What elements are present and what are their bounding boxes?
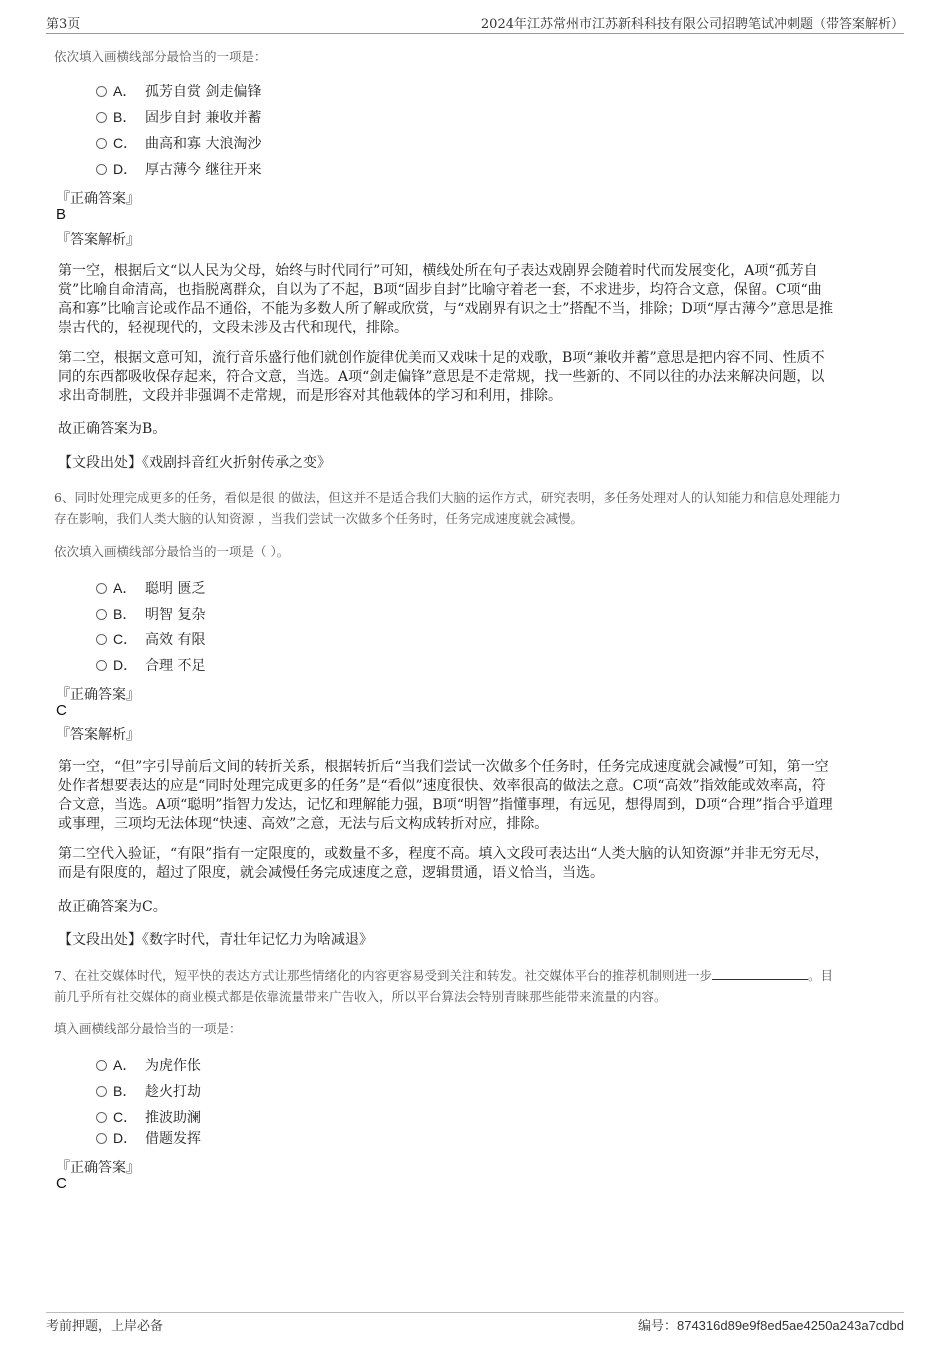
- radio-icon[interactable]: [96, 634, 107, 645]
- q6-analysis-para1: 第一空，“但”字引导前后文间的转折关系，根据转折后“当我们尝试一次做多个任务时，任务完成速度就会减慢”可知，第一空 处作者想要表达的应是“同时处理完成更多的任务”是“看似”速度很快、效率很高的做法之意。C项“高效”指效能或效率高，符 合文意，当选。A项“聪明”指智力发达，记忆和理解能力强，B项“明智”指懂事理，有远见，想得周到，D项“合理”指合乎道理 或事理，三项均无法体现“快速、高效”之意，无法与后文构成转折对应，排除。: [58, 759, 833, 832]
- q6-prompt: 依次填入画横线部分最恰当的一项是（ ）。: [54, 544, 290, 559]
- radio-icon[interactable]: [96, 138, 107, 149]
- q5-option-a[interactable]: A． 孤芳自赏 剑走偏锋: [96, 81, 261, 101]
- q5-prompt: 依次填入画横线部分最恰当的一项是：: [54, 49, 267, 64]
- radio-icon[interactable]: [96, 1112, 107, 1123]
- q5-answer-label: 『正确答案』: [56, 191, 140, 207]
- q6-stem: 6、同时处理完成更多的任务，看似是很 的做法，但这并不是适合我们大脑的运作方式，研究表明，多任务处理对人的认知能力和信息处理能力 存在影响，我们人类大脑的认知资源 ，当我们尝试一次做多个任务时，任务完成速度就会减慢。: [54, 490, 841, 526]
- q7-option-a[interactable]: A． 为虎作伥: [96, 1055, 201, 1075]
- q6-option-c[interactable]: C． 高效 有限: [96, 629, 205, 649]
- radio-icon[interactable]: [96, 112, 107, 123]
- q6-answer: C: [56, 702, 67, 719]
- q5-option-b[interactable]: B． 固步自封 兼收并蓄: [96, 107, 261, 127]
- footer-slogan: 考前押题，上岸必备: [46, 1319, 164, 1334]
- q5-source: 【文段出处】《戏剧抖音红火折射传承之变》: [58, 455, 331, 471]
- q7-option-d[interactable]: D． 借题发挥: [96, 1128, 201, 1148]
- q6-analysis-label: 『答案解析』: [56, 727, 140, 743]
- q5-analysis-para2: 第二空，根据文意可知，流行音乐盛行他们就创作旋律优美而又戏味十足的戏歌，B项“兼收并蓄”意思是把内容不同、性质不 同的东西都吸收保存起来，符合文意，当选。A项“剑走偏锋”意思是不走常规，找一些新的、不同以往的办法来解决问题，以 求出奇制胜，文段并非强调不走常规，而是形容对其他载体的学习和利用，排除。: [58, 350, 825, 404]
- q6-answer-label: 『正确答案』: [56, 687, 140, 703]
- page-footer: [46, 1312, 904, 1335]
- radio-icon[interactable]: [96, 1060, 107, 1071]
- q7-option-c[interactable]: C． 推波助澜: [96, 1107, 201, 1127]
- q5-answer: B: [56, 206, 67, 223]
- q7-answer-label: 『正确答案』: [56, 1160, 140, 1176]
- q5-analysis-label: 『答案解析』: [56, 232, 140, 248]
- q5-option-d[interactable]: D． 厚古薄今 继往开来: [96, 159, 261, 179]
- q7-prompt: 填入画横线部分最恰当的一项是：: [54, 1021, 242, 1036]
- q6-analysis-para2: 第二空代入验证，“有限”指有一定限度的，或数量不多，程度不高。填入文段可表达出“人类大脑的认知资源”并非无穷无尽， 而是有限度的，超过了限度，就会减慢任务完成速度之意，逻辑贯通，语义恰当，当选。: [58, 846, 829, 881]
- q6-conclusion: 故正确答案为C。: [58, 899, 167, 915]
- q6-option-b[interactable]: B． 明智 复杂: [96, 604, 205, 624]
- radio-icon[interactable]: [96, 609, 107, 620]
- document-code: 编号：874316d89e9f8ed5ae4250a243a7cdbd: [637, 1318, 904, 1334]
- q6-option-d[interactable]: D． 合理 不足: [96, 655, 205, 675]
- q7-answer: C: [56, 1175, 67, 1192]
- radio-icon[interactable]: [96, 583, 107, 594]
- page-header: [46, 13, 904, 34]
- radio-icon[interactable]: [96, 660, 107, 671]
- q5-option-c[interactable]: C． 曲高和寡 大浪淘沙: [96, 133, 261, 153]
- radio-icon[interactable]: [96, 164, 107, 175]
- document-title: 2024年江苏常州市江苏新科科技有限公司招聘笔试冲刺题（带答案解析）: [480, 17, 904, 32]
- radio-icon[interactable]: [96, 86, 107, 97]
- q5-conclusion: 故正确答案为B。: [58, 421, 167, 437]
- q6-option-a[interactable]: A． 聪明 匮乏: [96, 578, 205, 598]
- page-number: 第3页: [46, 17, 81, 32]
- q7-stem: 7、在社交媒体时代，短平快的表达方式让那些情绪化的内容更容易受到关注和转发。社交媒体平台的推荐机制则进一步 。目 前几乎所有社交媒体的商业模式都是依靠流量带来广告收入，所以平台算法会特别青睐那些能带来流量的内容。: [54, 968, 833, 1004]
- radio-icon[interactable]: [96, 1133, 107, 1144]
- radio-icon[interactable]: [96, 1086, 107, 1097]
- q5-analysis-para1: 第一空，根据后文“以人民为父母，始终与时代同行”可知，横线处所在句子表达戏剧界会随着时代而发展变化，A项“孤芳自 赏”比喻自命清高，也指脱离群众，自以为了不起，B项“固步自封”比喻守着老一套，不求进步，均符合文意，保留。C项“曲 高和寡”比喻言论或作品不通俗，不能为多数人所了解或欣赏，与“戏剧界有识之士”搭配不当，排除；D项“厚古薄今”意思是推 崇古代的，轻视现代的，文段未涉及古代和现代，排除。: [58, 263, 834, 336]
- fill-in-blank[interactable]: [712, 967, 808, 980]
- q6-source: 【文段出处】《数字时代，青壮年记忆力为啥减退》: [58, 932, 373, 948]
- q7-option-b[interactable]: B． 趁火打劫: [96, 1081, 201, 1101]
